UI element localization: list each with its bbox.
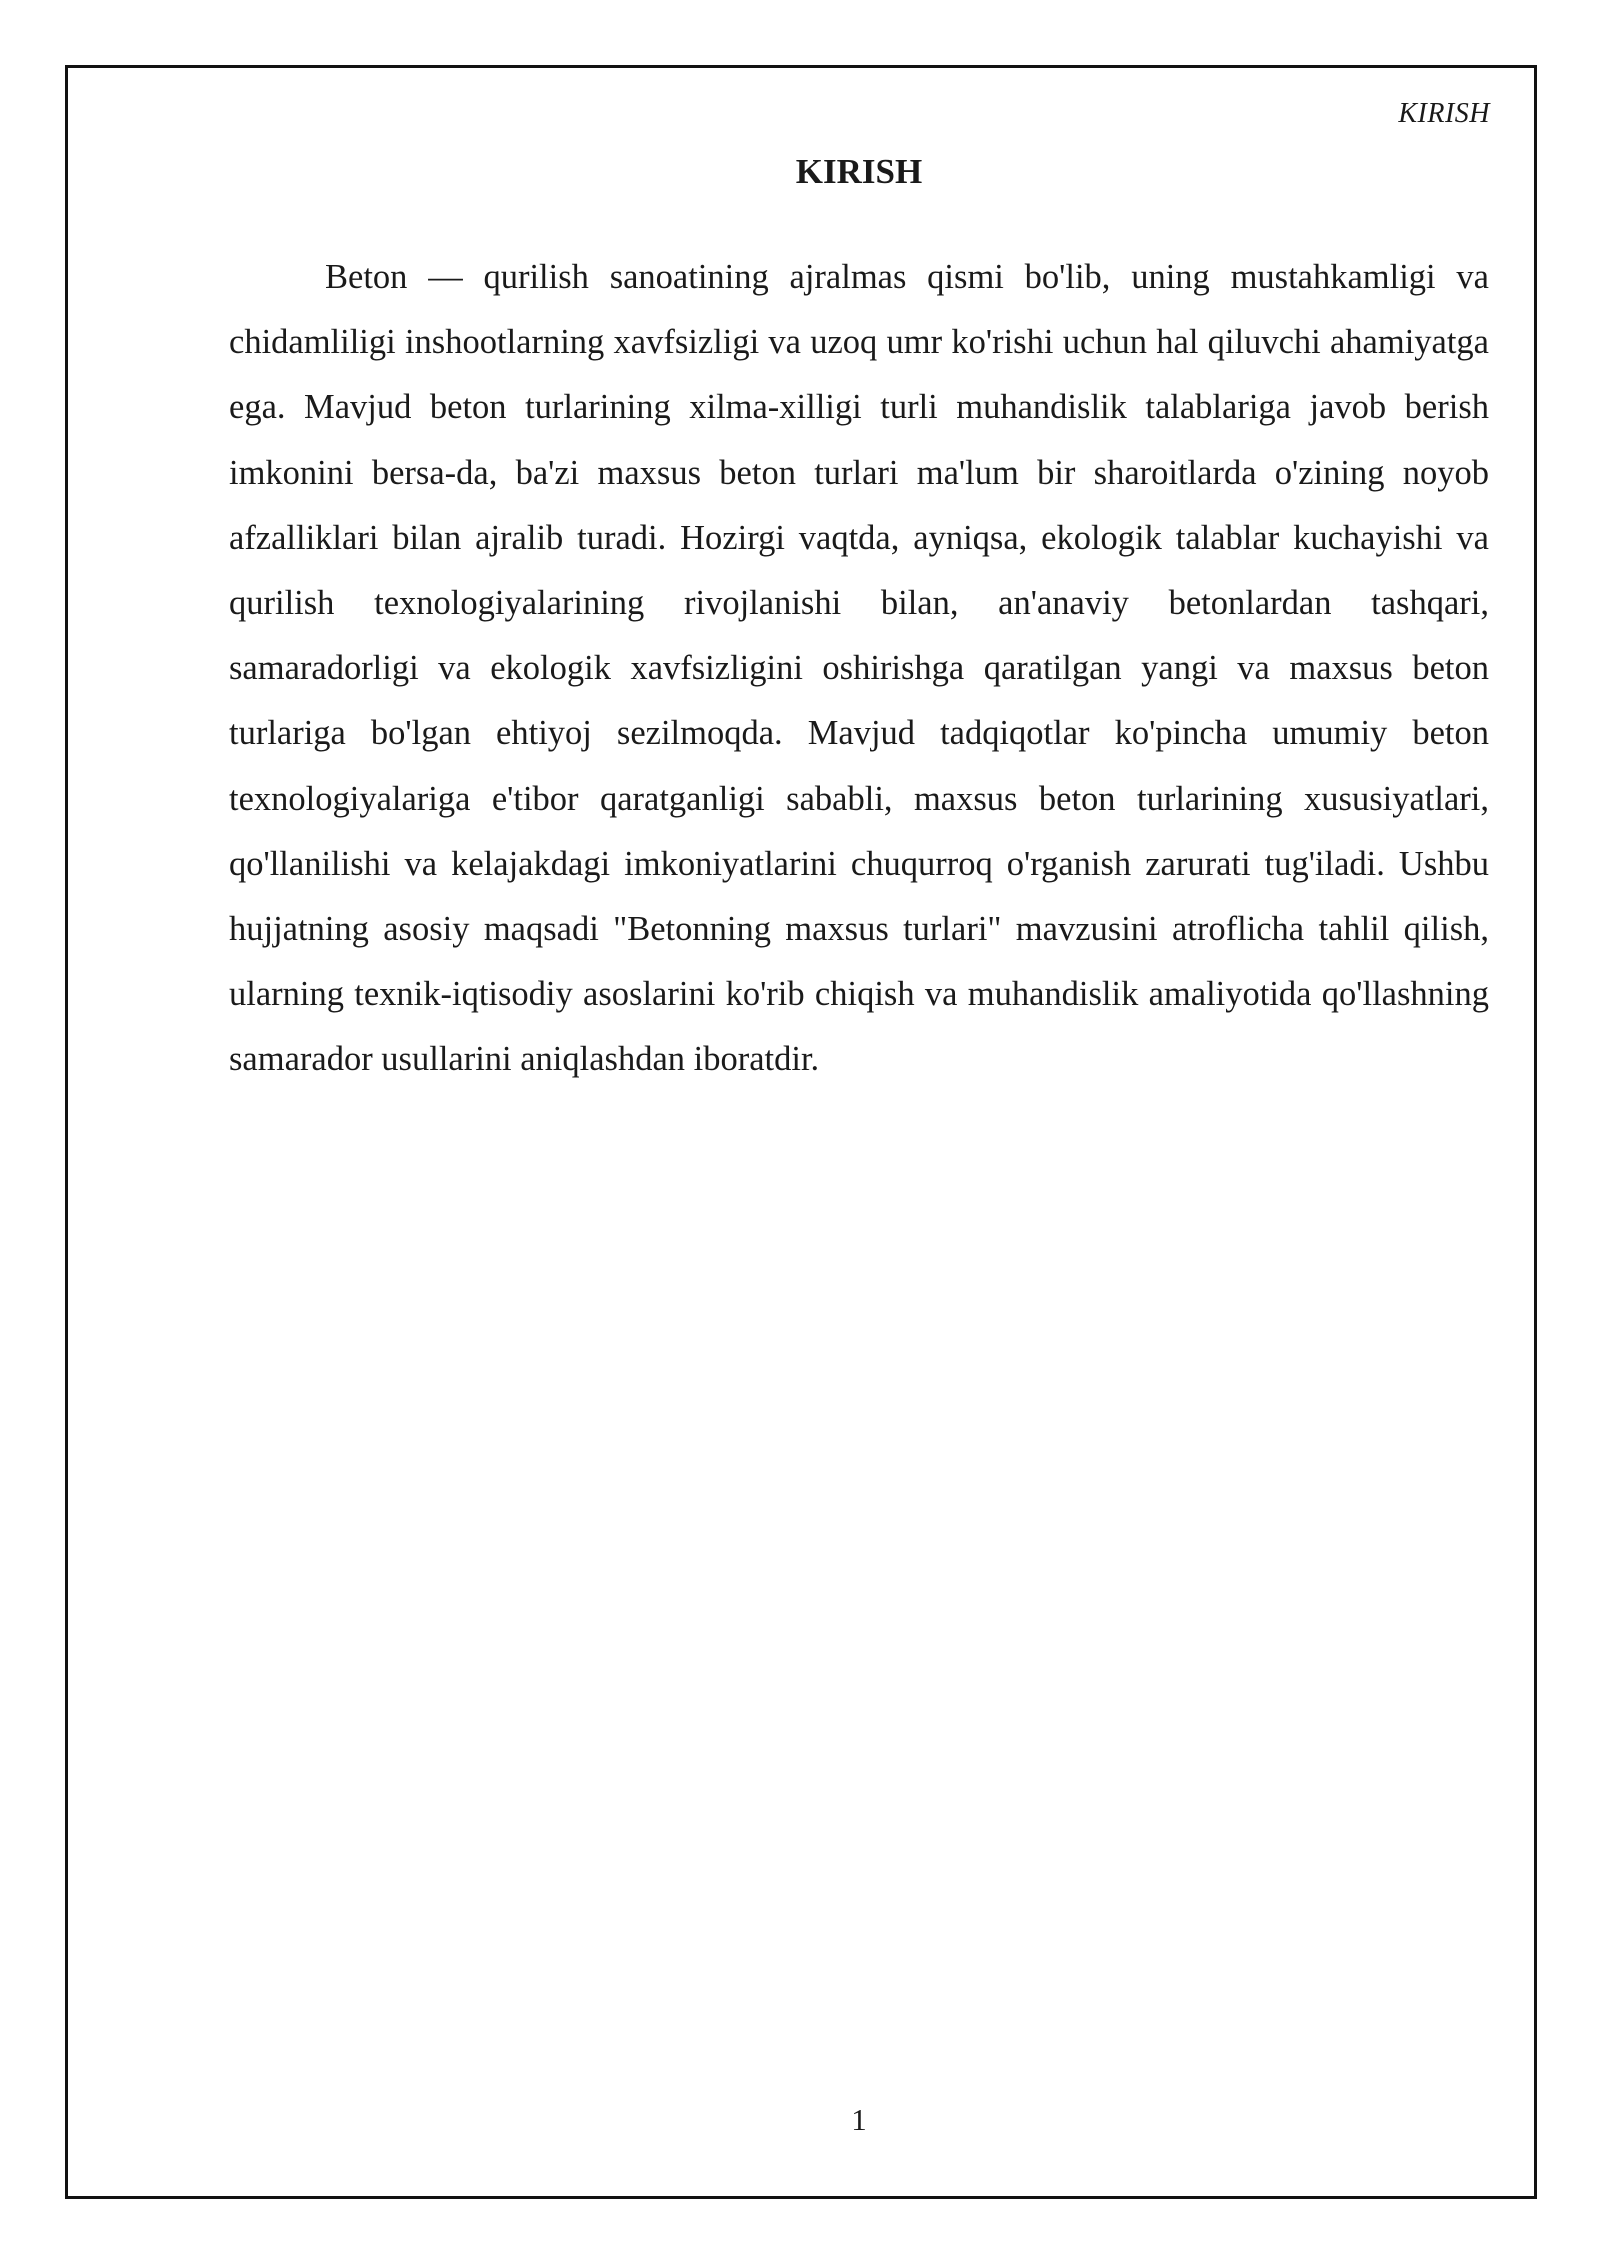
- page-number: 1: [851, 2102, 867, 2137]
- running-header: KIRISH: [1398, 98, 1490, 129]
- page-title: KIRISH: [795, 152, 923, 191]
- body-paragraph: Beton — qurilish sanoatining ajralmas qismi bo'lib, uning mustahkamligi va chidamliligi inshootlarning xavfsizligi va uzoq umr ko'rishi uchun hal qiluvchi ahamiyatga ega. Mavjud beton turlarining xilma-xilligi turli muhandislik talablariga javob berish imkonini bersa-da, ba'zi maxsus beton turlari ma'lum bir sharoitlarda o'zining noyob afzalliklari bilan ajralib turadi. Hozirgi vaqtda, ayniqsa, ekologik talablar kuchayishi va qurilish texnologiyalarining rivojlanishi bilan, an'anaviy betonlardan tashqari, samaradorligi va ekologik xavfsizligini oshirishga qaratilgan yangi va maxsus beton turlariga bo'lgan ehtiyoj sezilmoqda. Mavjud tadqiqotlar ko'pincha umumiy beton texnologiyalariga e'tibor qaratganligi sababli, maxsus beton turlarining xususiyatlari, qo'llanilishi va kelajakdagi imkoniyatlarini chuqurroq o'rganish zarurati tug'iladi. Ushbu hujjatning asosiy maqsadi "Betonning maxsus turlari" mavzusini atroflicha tahlil qilish, ularning texnik-iqtisodiy asoslarini ko'rib chiqish va muhandislik amaliyotida qo'llashning samarador usullarini aniqlashdan iboratdir.: [229, 258, 1489, 1079]
